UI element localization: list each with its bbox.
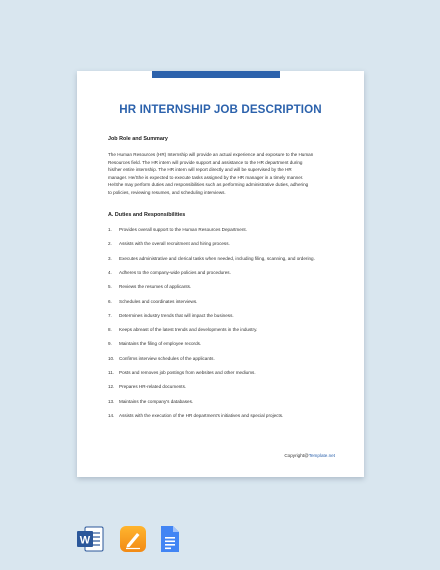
list-item-number: 12.: [108, 384, 115, 390]
intro-line: his/her entire internship. The HR intern will report directly and will be supervised by the HR: [108, 167, 292, 173]
list-item-text: Maintains the filing of employee records.: [119, 341, 202, 347]
list-item-number: 7.: [108, 312, 112, 318]
list-item-text: Posts and removes job postings from websites and other mediums.: [119, 370, 256, 375]
intro-line: He/She may perform duties and responsibilities such as performing administrative duties, adhering: [108, 182, 309, 188]
section-heading-duties: A. Duties and Responsibilities: [108, 212, 186, 218]
list-item: [108, 284, 191, 290]
list-item-text: Reviews the resumes of applicants.: [119, 284, 192, 290]
list-item-number: 4.: [108, 269, 112, 275]
copyright-notice: [284, 453, 335, 458]
list-item: [108, 313, 234, 319]
list-item: [108, 399, 193, 405]
list-item-text: Schedules and coordinates interviews.: [119, 298, 198, 304]
svg-text:W: W: [79, 534, 91, 547]
list-item-text: Executes administrative and clerical tasks when needed, including filing, scanning, and ordering.: [119, 255, 315, 261]
list-item-text: Keeps abreast of the latest trends and developments in the industry.: [119, 327, 258, 333]
copyright-prefix: Copyright@: [284, 453, 309, 458]
list-item-text: Assists with the execution of the HR department's initiatives and special projects.: [119, 412, 284, 418]
list-item-text: Confirms interview schedules of the applicants.: [119, 355, 215, 361]
google-docs-icon[interactable]: [158, 524, 182, 559]
document-title: HR INTERNSHIP JOB DESCRIPTION: [119, 103, 322, 116]
list-item-text: Determines industry trends that will impact the business.: [119, 312, 234, 318]
list-item: [108, 341, 201, 347]
intro-line: to policies, reviewing resumes, and scheduling interviews.: [108, 189, 226, 195]
list-item-text: Assists with the overall recruitment and hiring process.: [119, 241, 230, 247]
list-item-text: Adheres to the company-wide policies and procedures.: [119, 269, 231, 275]
list-item-number: 13.: [108, 398, 115, 404]
list-item-text: Maintains the company's databases.: [119, 398, 194, 404]
list-item-number: 10.: [108, 355, 115, 361]
list-item-text: Provides overall support to the Human Resources Department.: [119, 227, 247, 232]
list-item: [108, 227, 247, 233]
list-item-number: 1.: [108, 227, 112, 232]
list-item: [108, 356, 215, 362]
app-icons-row: [0, 524, 440, 554]
intro-line: The Human Resources (HR) Internship will provide an actual experience and exposure to the Human: [108, 152, 314, 157]
template-net-link[interactable]: Template.net: [308, 453, 335, 458]
intro-line: Resources field. The HR intern will provide support and assistance to the HR department during: [108, 159, 303, 165]
pages-icon[interactable]: [119, 524, 147, 559]
list-item-number: 8.: [108, 327, 112, 333]
list-item-number: 2.: [108, 241, 112, 247]
list-item: [108, 256, 315, 262]
list-item: [108, 241, 230, 247]
list-item: [108, 299, 197, 305]
document-page: [77, 71, 364, 477]
list-item: [108, 370, 256, 376]
list-item-number: 11.: [108, 370, 115, 375]
list-item: [108, 327, 257, 333]
list-item: [108, 384, 186, 390]
intro-paragraph: [108, 151, 340, 197]
list-item-number: 5.: [108, 284, 112, 290]
list-item: [108, 413, 283, 419]
header-accent-bar: [152, 71, 280, 78]
list-item-number: 9.: [108, 341, 112, 347]
list-item: [108, 270, 231, 276]
intro-line: manager. He/She is expected to execute tasks assigned by the HR manager in a timely manner.: [108, 174, 304, 180]
list-item-number: 3.: [108, 255, 112, 261]
list-item-text: Prepares HR-related documents.: [119, 384, 187, 390]
list-item-number: 6.: [108, 298, 112, 304]
list-item-number: 14.: [108, 412, 115, 418]
section-heading-job-role: Job Role and Summary: [108, 136, 168, 142]
word-icon[interactable]: [76, 524, 104, 559]
